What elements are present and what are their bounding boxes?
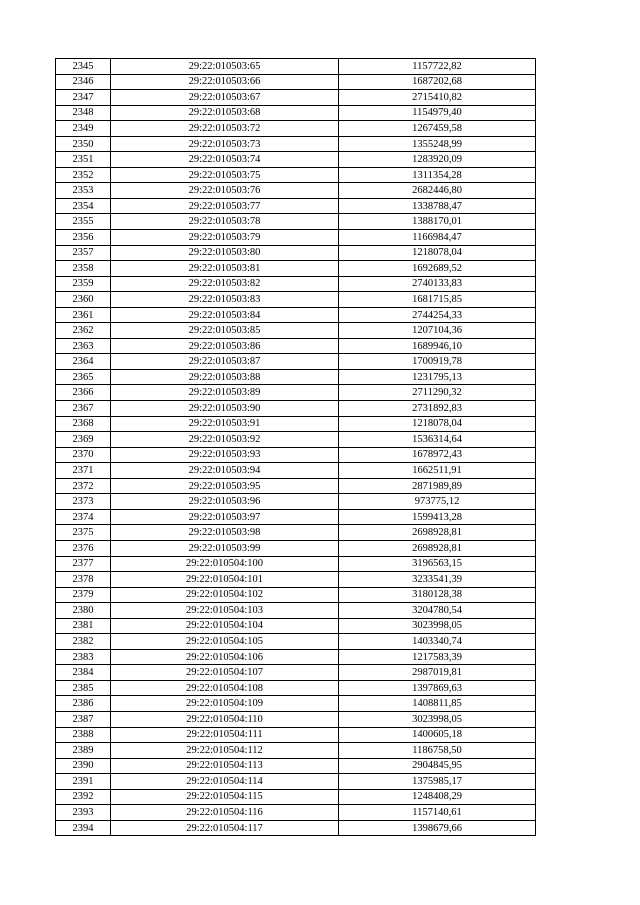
row-number-cell: 2350	[56, 136, 111, 152]
cadastral-value-cell: 1662511,91	[339, 463, 536, 479]
cadastral-value-cell: 973775,12	[339, 494, 536, 510]
row-number-cell: 2356	[56, 230, 111, 246]
cadastral-number-cell: 29:22:010503:81	[111, 261, 339, 277]
table-row	[56, 649, 536, 665]
table-row	[56, 743, 536, 759]
cadastral-number-cell: 29:22:010504:111	[111, 727, 339, 743]
cadastral-number-cell: 29:22:010504:101	[111, 572, 339, 588]
row-number-cell: 2375	[56, 525, 111, 541]
row-number-cell: 2376	[56, 540, 111, 556]
row-number-cell: 2386	[56, 696, 111, 712]
table-row	[56, 401, 536, 417]
cadastral-number-cell: 29:22:010503:75	[111, 167, 339, 183]
row-number-cell: 2348	[56, 105, 111, 121]
cadastral-number-cell: 29:22:010504:114	[111, 774, 339, 790]
table-row	[56, 556, 536, 572]
cadastral-number-cell: 29:22:010504:116	[111, 805, 339, 821]
row-number-cell: 2366	[56, 385, 111, 401]
cadastral-number-cell: 29:22:010503:90	[111, 401, 339, 417]
cadastral-value-table	[55, 58, 536, 836]
cadastral-value-cell: 3233541,39	[339, 572, 536, 588]
cadastral-value-cell: 2715410,82	[339, 90, 536, 106]
cadastral-value-cell: 1217583,39	[339, 649, 536, 665]
table-row	[56, 447, 536, 463]
table-row	[56, 540, 536, 556]
row-number-cell: 2362	[56, 323, 111, 339]
cadastral-number-cell: 29:22:010504:112	[111, 743, 339, 759]
table-row	[56, 805, 536, 821]
cadastral-value-cell: 1218078,04	[339, 416, 536, 432]
table-row	[56, 634, 536, 650]
cadastral-value-cell: 1700919,78	[339, 354, 536, 370]
row-number-cell: 2351	[56, 152, 111, 168]
cadastral-number-cell: 29:22:010503:66	[111, 74, 339, 90]
cadastral-value-cell: 1678972,43	[339, 447, 536, 463]
cadastral-number-cell: 29:22:010503:95	[111, 478, 339, 494]
row-number-cell: 2370	[56, 447, 111, 463]
cadastral-number-cell: 29:22:010503:68	[111, 105, 339, 121]
cadastral-value-cell: 1157722,82	[339, 59, 536, 75]
table-row	[56, 307, 536, 323]
cadastral-number-cell: 29:22:010504:115	[111, 789, 339, 805]
table-row	[56, 183, 536, 199]
table-row	[56, 618, 536, 634]
cadastral-value-cell: 1157140,61	[339, 805, 536, 821]
row-number-cell: 2360	[56, 292, 111, 308]
table-row	[56, 214, 536, 230]
cadastral-value-cell: 3023998,05	[339, 711, 536, 727]
table-row	[56, 680, 536, 696]
table-row	[56, 727, 536, 743]
row-number-cell: 2379	[56, 587, 111, 603]
cadastral-value-cell: 1248408,29	[339, 789, 536, 805]
row-number-cell: 2354	[56, 198, 111, 214]
cadastral-number-cell: 29:22:010503:65	[111, 59, 339, 75]
table-row	[56, 152, 536, 168]
cadastral-value-cell: 1403340,74	[339, 634, 536, 650]
table-row	[56, 789, 536, 805]
row-number-cell: 2367	[56, 401, 111, 417]
cadastral-number-cell: 29:22:010504:103	[111, 603, 339, 619]
cadastral-value-cell: 1338788,47	[339, 198, 536, 214]
cadastral-value-cell: 1166984,47	[339, 230, 536, 246]
cadastral-value-cell: 3204780,54	[339, 603, 536, 619]
table-row	[56, 696, 536, 712]
row-number-cell: 2373	[56, 494, 111, 510]
cadastral-value-cell: 1599413,28	[339, 509, 536, 525]
row-number-cell: 2384	[56, 665, 111, 681]
table-row	[56, 494, 536, 510]
cadastral-value-cell: 1311354,28	[339, 167, 536, 183]
cadastral-number-cell: 29:22:010504:109	[111, 696, 339, 712]
table-row	[56, 711, 536, 727]
table-row	[56, 90, 536, 106]
cadastral-number-cell: 29:22:010504:117	[111, 820, 339, 836]
cadastral-value-cell: 1681715,85	[339, 292, 536, 308]
cadastral-value-cell: 1536314,64	[339, 432, 536, 448]
cadastral-value-cell: 2711290,32	[339, 385, 536, 401]
cadastral-number-cell: 29:22:010503:82	[111, 276, 339, 292]
row-number-cell: 2390	[56, 758, 111, 774]
cadastral-number-cell: 29:22:010504:102	[111, 587, 339, 603]
cadastral-value-cell: 1355248,99	[339, 136, 536, 152]
cadastral-number-cell: 29:22:010503:87	[111, 354, 339, 370]
cadastral-number-cell: 29:22:010503:85	[111, 323, 339, 339]
table-row	[56, 354, 536, 370]
cadastral-value-cell: 2698928,81	[339, 540, 536, 556]
table-row	[56, 59, 536, 75]
cadastral-number-cell: 29:22:010503:78	[111, 214, 339, 230]
cadastral-value-cell: 2698928,81	[339, 525, 536, 541]
table-row	[56, 105, 536, 121]
cadastral-value-cell: 1408811,85	[339, 696, 536, 712]
row-number-cell: 2345	[56, 59, 111, 75]
cadastral-number-cell: 29:22:010503:74	[111, 152, 339, 168]
table-row	[56, 323, 536, 339]
row-number-cell: 2361	[56, 307, 111, 323]
cadastral-value-cell: 1400605,18	[339, 727, 536, 743]
row-number-cell: 2389	[56, 743, 111, 759]
cadastral-value-cell: 2682446,80	[339, 183, 536, 199]
cadastral-value-cell: 1283920,09	[339, 152, 536, 168]
cadastral-value-cell: 1207104,36	[339, 323, 536, 339]
cadastral-value-cell: 1398679,66	[339, 820, 536, 836]
cadastral-value-cell: 3023998,05	[339, 618, 536, 634]
cadastral-number-cell: 29:22:010504:105	[111, 634, 339, 650]
row-number-cell: 2346	[56, 74, 111, 90]
table-row	[56, 74, 536, 90]
cadastral-value-cell: 2871989,89	[339, 478, 536, 494]
cadastral-value-cell: 2987019,81	[339, 665, 536, 681]
row-number-cell: 2365	[56, 369, 111, 385]
cadastral-value-cell: 1692689,52	[339, 261, 536, 277]
cadastral-number-cell: 29:22:010503:67	[111, 90, 339, 106]
table-row	[56, 261, 536, 277]
row-number-cell: 2394	[56, 820, 111, 836]
row-number-cell: 2380	[56, 603, 111, 619]
cadastral-number-cell: 29:22:010504:110	[111, 711, 339, 727]
table-row	[56, 603, 536, 619]
table-row	[56, 758, 536, 774]
row-number-cell: 2374	[56, 509, 111, 525]
row-number-cell: 2369	[56, 432, 111, 448]
row-number-cell: 2372	[56, 478, 111, 494]
cadastral-value-cell: 1388170,01	[339, 214, 536, 230]
row-number-cell: 2353	[56, 183, 111, 199]
row-number-cell: 2392	[56, 789, 111, 805]
cadastral-number-cell: 29:22:010503:96	[111, 494, 339, 510]
cadastral-value-cell: 1687202,68	[339, 74, 536, 90]
row-number-cell: 2381	[56, 618, 111, 634]
table-body	[56, 59, 536, 836]
row-number-cell: 2385	[56, 680, 111, 696]
cadastral-number-cell: 29:22:010504:113	[111, 758, 339, 774]
cadastral-number-cell: 29:22:010504:108	[111, 680, 339, 696]
cadastral-value-cell: 2904845,95	[339, 758, 536, 774]
row-number-cell: 2349	[56, 121, 111, 137]
cadastral-number-cell: 29:22:010503:91	[111, 416, 339, 432]
cadastral-number-cell: 29:22:010503:77	[111, 198, 339, 214]
cadastral-number-cell: 29:22:010503:72	[111, 121, 339, 137]
cadastral-number-cell: 29:22:010503:76	[111, 183, 339, 199]
row-number-cell: 2391	[56, 774, 111, 790]
cadastral-number-cell: 29:22:010504:106	[111, 649, 339, 665]
cadastral-number-cell: 29:22:010503:80	[111, 245, 339, 261]
row-number-cell: 2352	[56, 167, 111, 183]
table-row	[56, 572, 536, 588]
table-row	[56, 276, 536, 292]
table-row	[56, 774, 536, 790]
table-row	[56, 385, 536, 401]
row-number-cell: 2368	[56, 416, 111, 432]
cadastral-value-cell: 2744254,33	[339, 307, 536, 323]
table-row	[56, 292, 536, 308]
row-number-cell: 2371	[56, 463, 111, 479]
cadastral-number-cell: 29:22:010503:93	[111, 447, 339, 463]
row-number-cell: 2377	[56, 556, 111, 572]
table-row	[56, 338, 536, 354]
table-row	[56, 416, 536, 432]
cadastral-number-cell: 29:22:010503:84	[111, 307, 339, 323]
row-number-cell: 2357	[56, 245, 111, 261]
cadastral-number-cell: 29:22:010504:107	[111, 665, 339, 681]
table-row	[56, 432, 536, 448]
cadastral-number-cell: 29:22:010504:104	[111, 618, 339, 634]
table-row	[56, 478, 536, 494]
cadastral-value-cell: 3196563,15	[339, 556, 536, 572]
cadastral-number-cell: 29:22:010503:89	[111, 385, 339, 401]
cadastral-number-cell: 29:22:010503:92	[111, 432, 339, 448]
cadastral-value-cell: 1154979,40	[339, 105, 536, 121]
row-number-cell: 2387	[56, 711, 111, 727]
cadastral-value-cell: 1267459,58	[339, 121, 536, 137]
table-row	[56, 198, 536, 214]
row-number-cell: 2359	[56, 276, 111, 292]
row-number-cell: 2355	[56, 214, 111, 230]
row-number-cell: 2363	[56, 338, 111, 354]
cadastral-number-cell: 29:22:010503:97	[111, 509, 339, 525]
row-number-cell: 2358	[56, 261, 111, 277]
cadastral-value-cell: 2740133,83	[339, 276, 536, 292]
table-row	[56, 665, 536, 681]
cadastral-number-cell: 29:22:010503:88	[111, 369, 339, 385]
cadastral-number-cell: 29:22:010503:98	[111, 525, 339, 541]
table-row	[56, 369, 536, 385]
cadastral-value-cell: 1231795,13	[339, 369, 536, 385]
cadastral-number-cell: 29:22:010503:99	[111, 540, 339, 556]
row-number-cell: 2378	[56, 572, 111, 588]
table-row	[56, 121, 536, 137]
table-row	[56, 230, 536, 246]
cadastral-value-cell: 1397869,63	[339, 680, 536, 696]
table-row	[56, 587, 536, 603]
cadastral-value-cell: 1218078,04	[339, 245, 536, 261]
cadastral-number-cell: 29:22:010504:100	[111, 556, 339, 572]
cadastral-number-cell: 29:22:010503:73	[111, 136, 339, 152]
table-row	[56, 509, 536, 525]
table-row	[56, 525, 536, 541]
cadastral-value-cell: 1689946,10	[339, 338, 536, 354]
cadastral-number-cell: 29:22:010503:79	[111, 230, 339, 246]
row-number-cell: 2393	[56, 805, 111, 821]
table-row	[56, 245, 536, 261]
cadastral-value-cell: 2731892,83	[339, 401, 536, 417]
table-row	[56, 463, 536, 479]
cadastral-value-cell: 3180128,38	[339, 587, 536, 603]
table-row	[56, 136, 536, 152]
row-number-cell: 2364	[56, 354, 111, 370]
row-number-cell: 2383	[56, 649, 111, 665]
table-row	[56, 820, 536, 836]
cadastral-number-cell: 29:22:010503:94	[111, 463, 339, 479]
row-number-cell: 2347	[56, 90, 111, 106]
cadastral-number-cell: 29:22:010503:86	[111, 338, 339, 354]
table-row	[56, 167, 536, 183]
row-number-cell: 2388	[56, 727, 111, 743]
row-number-cell: 2382	[56, 634, 111, 650]
cadastral-number-cell: 29:22:010503:83	[111, 292, 339, 308]
cadastral-value-cell: 1186758,50	[339, 743, 536, 759]
cadastral-value-cell: 1375985,17	[339, 774, 536, 790]
